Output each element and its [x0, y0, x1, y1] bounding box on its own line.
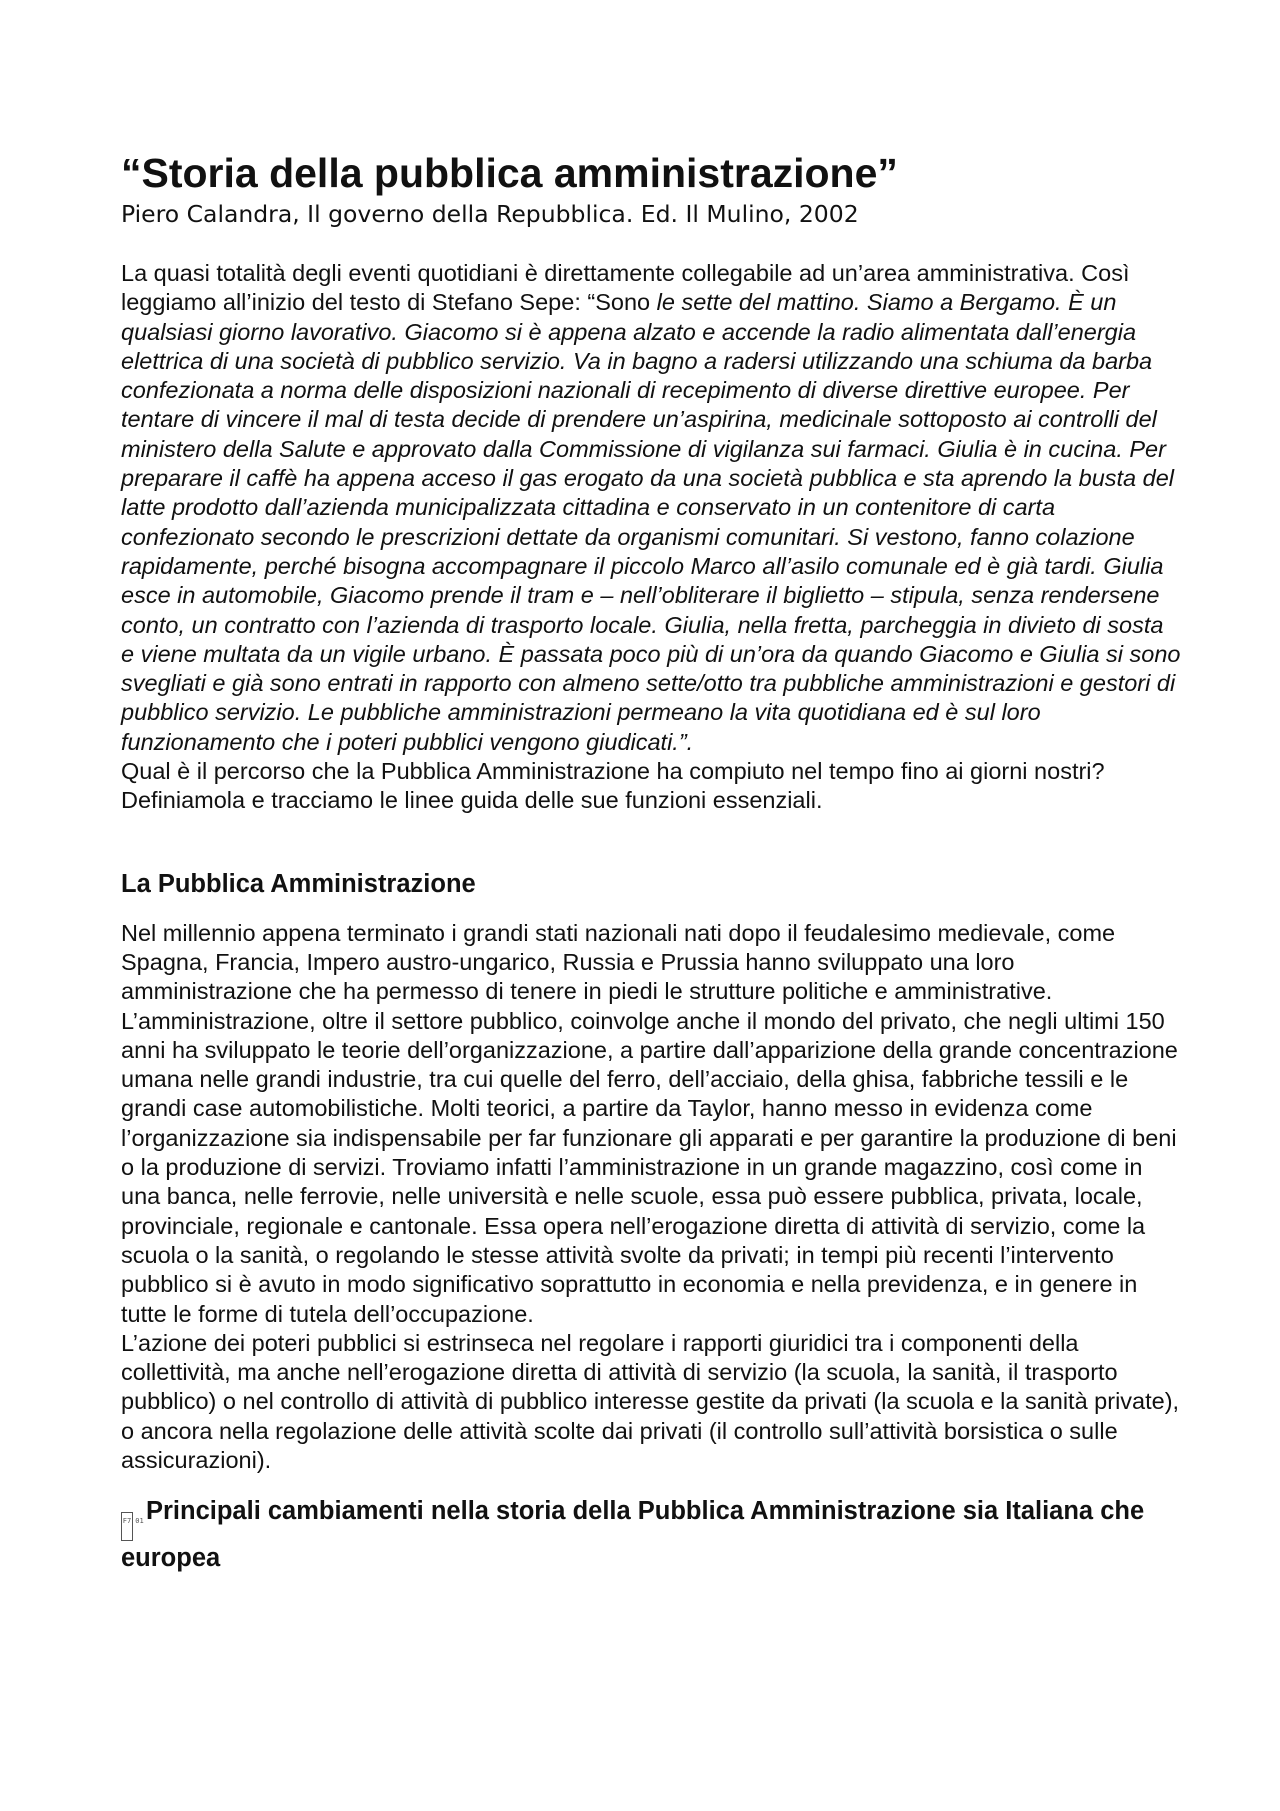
document-title: “Storia della pubblica amministrazione”	[121, 150, 898, 196]
section1-p2: L’amministrazione, oltre il settore pubblico, coinvolge anche il mondo del privato, che negli ultimi 150 anni ha sviluppato le teorie dell’organizzazione, a partire dall’apparizione della grande concentrazione umana nelle grandi industrie, tra cui quelle del ferro, dell’acciaio, della ghisa, fabbriche tessili e le grandi case automobilistiche. Molti teorici, a partire da Taylor, hanno messo in evidenza come l’organizzazione sia indispensabile per far funzionare gli apparati e per garantire la produzione di beni o la produzione di servizi. Troviamo infatti l’amministrazione in un grande magazzino, così come in una banca, nelle ferrovie, nelle università e nelle scuole, essa può essere pubblica, privata, locale, provinciale, regionale e cantonale. Essa opera nell’erogazione diretta di attività di servizio, come la scuola o la sanità, o regolando le stesse attività svolte da privati; in tempi più recenti l’intervento pubblico si è avuto in modo significativo soprattutto in economia e nella previdenza, e in genere in tutte le forme di tutela dell’occupazione.	[121, 1007, 1178, 1327]
section-heading-pubblica-amministrazione: La Pubblica Amministrazione	[121, 869, 476, 898]
section1-p3: L’azione dei poteri pubblici si estrinseca nel regolare i rapporti giuridici tra i componenti della collettività, ma anche nell’erogazione diretta di attività di servizio (la scuola, la sanità, il trasporto pubblico) o nel controllo di attività di pubblico interesse gestite da privati (la scuola e la sanità private), o ancora nella regolazione delle attività scolte dai privati (il controllo sull’attività borsistica o sulle assicurazioni).	[121, 1329, 1180, 1473]
missing-glyph-code: 01	[135, 1517, 144, 1526]
document-page	[121, 148, 1181, 1575]
section-heading-principali-cambiamenti	[121, 1495, 1181, 1575]
section1-p1: Nel millennio appena terminato i grandi stati nazionali nati dopo il feudalesimo medievale, come Spagna, Francia, Impero austro-ungarico, Russia e Prussia hanno sviluppato una loro amministrazione che ha permesso di tenere in piedi le strutture politiche e amministrative.	[121, 919, 1116, 1005]
section1-paragraph	[121, 919, 1181, 1476]
section2-heading-text: Principali cambiamenti nella storia della Pubblica Amministrazione sia Italiana che europea	[121, 1497, 1145, 1573]
intro-lead: La quasi totalità degli eventi quotidiani è direttamente collegabile ad un’area amministrativa. Così leggiamo all’inizio del testo di Stefano Sepe: “Sono	[121, 260, 1130, 316]
document-subtitle: Piero Calandra, Il governo della Repubblica. Ed. Il Mulino, 2002	[121, 200, 859, 228]
intro-question: Qual è il percorso che la Pubblica Amministrazione ha compiuto nel tempo fino ai giorni nostri? Definiamola e tracciamo le linee guida delle sue funzioni essenziali.	[121, 758, 1105, 814]
missing-glyph-icon: F7	[121, 1512, 133, 1541]
intro-paragraph	[121, 259, 1181, 816]
intro-quote: le sette del mattino. Siamo a Bergamo. È un qualsiasi giorno lavorativo. Giacomo si è appena alzato e accende la radio alimentata dall’energia elettrica di una società di pubblico servizio. Va in bagno a radersi utilizzando una schiuma da barba confezionata a norma delle disposizioni nazionali di recepimento di diverse direttive europee. Per tentare di vincere il mal di testa decide di prendere un’aspirina, medicinale sottoposto ai controlli del ministero della Salute e approvato dalla Commissione di vigilanza sui farmaci. Giulia è in cucina. Per preparare il caffè ha appena acceso il gas erogato da una società pubblica e sta aprendo la busta del latte prodotto dall’azienda municipalizzata cittadina e conservato in un contenitore di carta confezionato secondo le prescrizioni dettate da organismi comunitari. Si vestono, fanno colazione rapidamente, perché bisogna accompagnare il piccolo Marco all’asilo comunale ed è già tardi. Giulia esce in automobile, Giacomo prende il tram e – nell’obliterare il biglietto – stipula, senza rendersene conto, un contratto con l’azienda di trasporto locale. Giulia, nella fretta, parcheggia in divieto di sosta e viene multata da un vigile urbano. È passata poco più di un’ora da quando Giacomo e Giulia si sono svegliati e già sono entrati in rapporto con almeno sette/otto tra pubbliche amministrazioni e gestori di pubblico servizio. Le pubbliche amministrazioni permeano la vita quotidiana ed è sul loro funzionamento che i poteri pubblici vengono giudicati.”.	[121, 289, 1181, 755]
